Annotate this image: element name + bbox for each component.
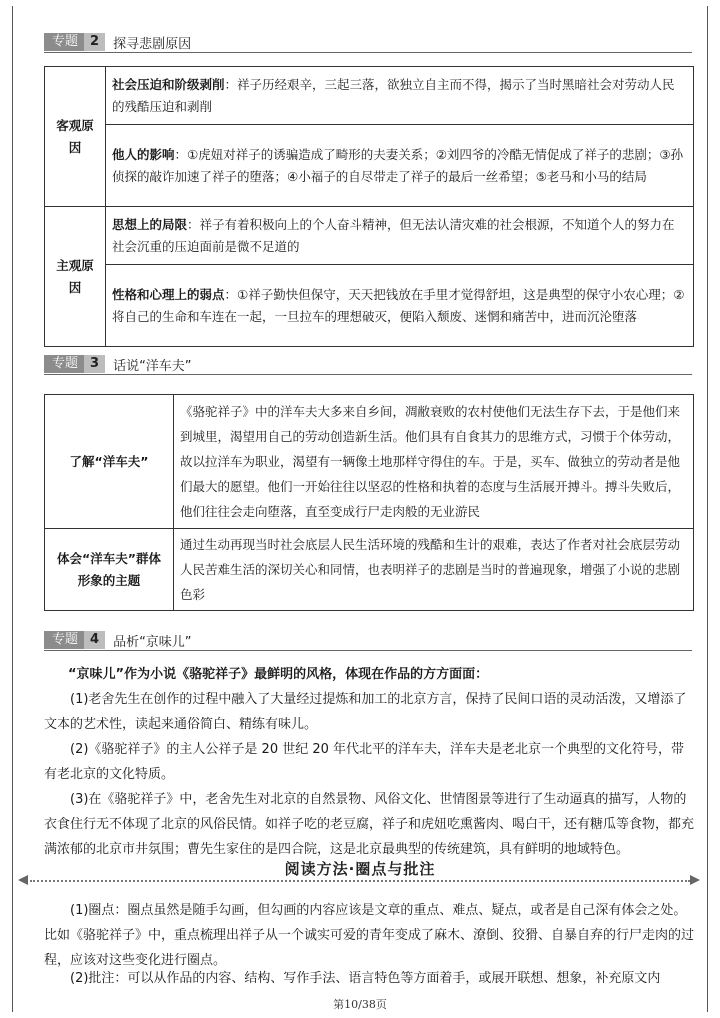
section4-intro: “京味儿”作为小说《骆驼祥子》最鲜明的风格，体现在作品的方方面面： [68,667,489,682]
table-cell [106,125,694,207]
dot-divider-cap-right [690,875,700,885]
section-title: 品析“京味儿” [113,634,192,650]
section4-point-3: (3)在《骆驼祥子》中，老舍先生对北京的自然景物、风俗文化、世情图景等进行了生动逼真的描写，人物的衣食住行无不体现了北京的风俗民情。如祥子吃的老豆腐，祥子和虎妞吃熏酱肉、喝白干，还有糖瓜等食物，都充满浓郁的北京市井氛围；曹先生家住的是四合院，这是北京最典型的传统建筑，具有鲜明的地域特色。 [44,792,695,857]
section-number: 3 [84,355,105,373]
section-tag: 专题 [44,355,84,373]
cell-text: ：①虎妞对祥子的诱骗造成了畸形的夫妻关系；②刘四爷的冷酷无情促成了祥子的悲剧；③孙侦探的敲诈加速了祥子的堕落；④小福子的自尽带走了祥子的最后一丝希望；⑤老马和小马的结局 [112,146,684,184]
row-head-theme: 体会“洋车夫”群体形象的主题 [45,529,174,611]
point1-example: 比如《骆驼祥子》中，重点梳理出祥子从一个诚实可爱的青年变成了麻木、潦倒、狡猾、自暴自弃的行尸走肉的过程，应该对这些变化进行圈点。 [44,928,695,968]
table-cell [106,265,694,347]
section-number: 4 [84,631,105,649]
cell-text: ：祥子有着积极向上的个人奋斗精神，但无法认清灾难的社会根源，不知道个人的努力在社会沉重的压迫面前是微不足道的 [112,216,675,254]
row-head-subjective: 主观原因 [45,207,106,347]
section-title: 话说“洋车夫” [113,358,192,374]
table-cell [106,207,694,265]
table-rickshaw-pullers [44,394,694,611]
table-cell: 《骆驼祥子》中的洋车夫大多来自乡间，凋敝衰败的农村使他们无法生存下去，于是他们来到城里，渴望用自己的劳动创造新生活。他们具有自食其力的思维方式，习惯于个体劳动，故以拉洋车为职业，渴望有一辆像土地那样守得住的车。于是，买车、做独立的劳动者是他们最大的愿望。他们一开始往往以坚忍的性格和执着的态度与生活展开搏斗。搏斗失败后，他们往往会走向堕落，直至变成行尸走肉般的无业游民 [174,395,694,529]
section-tag: 专题 [44,631,84,649]
dot-divider-cap-left [18,875,28,885]
section-header-2 [44,32,692,53]
dotted-divider [30,880,690,882]
section-number: 2 [84,33,105,51]
row-head-objective: 客观原因 [45,67,106,207]
table-cell [106,67,694,125]
table-tragedy-causes [44,66,694,347]
reading-method-point-2: (2)批注：可以从作品的内容、结构、写作手法、语言特色等方面着手，或展开联想、想象，补充原文内 [70,971,661,986]
cell-label: 性格和心理上的弱点 [112,286,225,302]
table-cell: 通过生动再现当时社会底层人民生活环境的残酷和生计的艰难，表达了作者对社会底层劳动人民苦难生活的深切关心和同情，也表明祥子的悲剧是当时的普遍现象，增强了小说的悲剧色彩 [174,529,694,611]
section-header-3 [44,354,692,375]
cell-label: 思想上的局限 [112,216,188,232]
row-head-understand: 了解“洋车夫” [45,395,174,529]
reading-method-point-1 [44,898,694,973]
section4-point-2: (2)《骆驼祥子》的主人公祥子是 20 世纪 20 年代北平的洋车夫，洋车夫是老北京一个典型的文化符号，带有老北京的文化特质。 [44,742,685,782]
section-title: 探寻悲剧原因 [113,36,192,52]
cell-text: ：①祥子勤快但保守，天天把钱放在手里才觉得舒坦，这是典型的保守小农心理；②将自己的生命和车连在一起，一旦拉车的理想破灭，便陷入颓废、迷惘和痛苦中，进而沉沦堕落 [112,286,685,324]
page-number: 第10/38页 [333,998,387,1011]
section-tag: 专题 [44,33,84,51]
section-header-4 [44,630,692,651]
cell-label: 社会压迫和阶级剥削 [112,76,225,92]
point1-lead: (1)圈点：圈点虽然是随手勾画，但勾画的内容应该是文章的重点、难点、疑点，或者是自己深有体会之处。 [70,903,687,918]
cell-label: 他人的影响 [112,146,175,162]
reading-method-title: 阅读方法·圈点与批注 [284,860,436,878]
cell-text: ：祥子历经艰辛，三起三落，欲独立自主而不得，揭示了当时黑暗社会对劳动人民的残酷压迫和剥削 [112,76,675,114]
section4-point-1: (1)老舍先生在创作的过程中融入了大量经过提炼和加工的北京方言，保持了民间口语的灵动活泼，又增添了文本的艺术性，读起来通俗简白、精练有味儿。 [44,692,687,732]
